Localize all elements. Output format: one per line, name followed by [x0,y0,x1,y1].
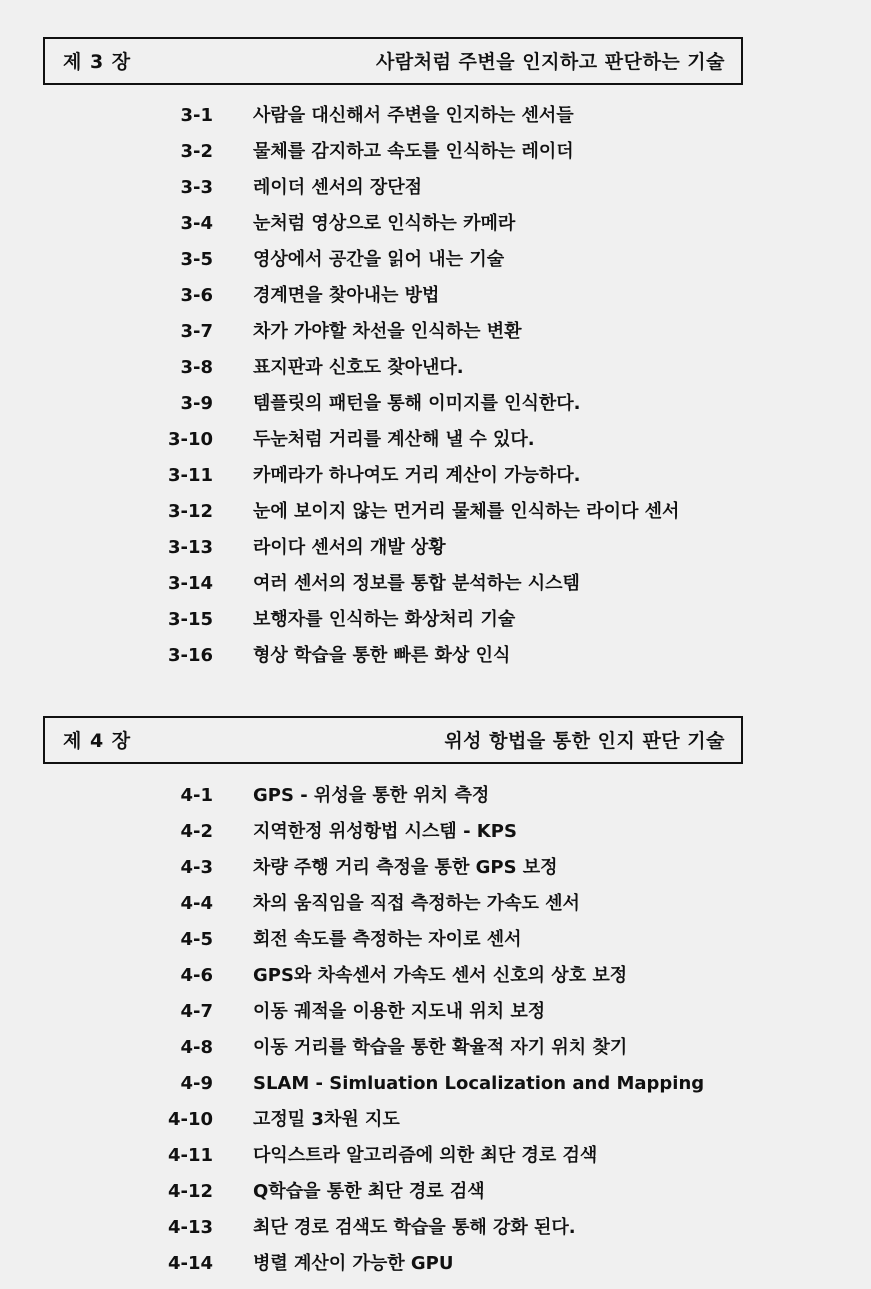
toc-entry-number: 3-8 [180,357,213,378]
toc-entry [0,458,871,494]
toc-entry [0,994,871,1030]
chapter-4-title: 위성 항법을 통한 인지 판단 기술 [444,730,725,752]
toc-entry-number: 4-13 [167,1217,213,1238]
toc-entry [0,206,871,242]
toc-entry [0,314,871,350]
toc-entry-title: 카메라가 하나여도 거리 계산이 가능하다. [253,465,581,486]
toc-entry-title: SLAM - Simluation Localization and Mapping [253,1073,705,1094]
toc-entry [0,350,871,386]
toc-entry-number: 3-12 [167,501,213,522]
toc-entry [0,814,871,850]
toc-entry-number: 3-3 [180,177,213,198]
toc-entry-number: 4-8 [180,1037,213,1058]
toc-entry-number: 4-10 [167,1109,213,1130]
toc-entry-title: 다익스트라 알고리즘에 의한 최단 경로 검색 [253,1145,598,1166]
toc-entry-number: 4-11 [167,1145,213,1166]
toc-entry [0,494,871,530]
toc-entry-title: Q학습을 통한 최단 경로 검색 [253,1181,485,1202]
toc-entry-number: 3-7 [180,321,213,342]
toc-entry [0,242,871,278]
toc-entry-title: 이동 거리를 학습을 통한 확율적 자기 위치 찾기 [253,1037,628,1058]
toc-entry-number: 3-10 [167,429,213,450]
toc-entry [0,958,871,994]
toc-entry-title: 사람을 대신해서 주변을 인지하는 센서들 [253,105,574,126]
toc-entry-number: 3-4 [180,213,213,234]
toc-entry-number: 4-6 [180,965,213,986]
toc-entry-number: 4-9 [180,1073,213,1094]
toc-entry [0,850,871,886]
toc-entry-number: 3-6 [180,285,213,306]
toc-entry-title: 템플릿의 패턴을 통해 이미지를 인식한다. [253,393,581,414]
chapter-3-header [43,37,743,85]
toc-entry-title: 회전 속도를 측정하는 자이로 센서 [253,929,522,950]
toc-entry-number: 3-14 [167,573,213,594]
toc-entry [0,1102,871,1138]
toc-entry-title: 이동 궤적을 이용한 지도내 위치 보정 [253,1001,546,1022]
toc-entry [0,566,871,602]
toc-entry [0,1210,871,1246]
toc-entry-title: 눈처럼 영상으로 인식하는 카메라 [253,213,516,234]
toc-entry-title: 경계면을 찾아내는 방법 [253,285,440,306]
toc-entry-number: 4-4 [180,893,213,914]
toc-entry-title: 최단 경로 검색도 학습을 통해 강화 된다. [253,1217,576,1238]
toc-entry-title: 병렬 계산이 가능한 GPU [253,1253,454,1274]
toc-entry-title: 지역한정 위성항법 시스템 - KPS [253,821,517,842]
toc-entry-title: GPS와 차속센서 가속도 센서 신호의 상호 보정 [253,965,628,986]
toc-entry [0,886,871,922]
toc-entry-number: 3-16 [167,645,213,666]
chapter-4-toc [0,778,871,1282]
toc-entry [0,386,871,422]
toc-entry-number: 3-5 [180,249,213,270]
toc-entry-title: 차의 움직임을 직접 측정하는 가속도 센서 [253,893,580,914]
chapter-4-label: 제 4 장 [63,730,132,752]
toc-entry [0,1030,871,1066]
toc-entry [0,98,871,134]
toc-entry [0,922,871,958]
toc-entry-number: 4-5 [180,929,213,950]
toc-entry-number: 3-13 [167,537,213,558]
toc-entry-title: GPS - 위성을 통한 위치 측정 [253,785,490,806]
toc-entry-title: 라이다 센서의 개발 상황 [253,537,446,558]
toc-entry [0,170,871,206]
toc-entry-title: 레이더 센서의 장단점 [253,177,423,198]
toc-entry [0,278,871,314]
toc-entry-title: 두눈처럼 거리를 계산해 낼 수 있다. [253,429,535,450]
toc-entry [0,602,871,638]
toc-entry-title: 여러 센서의 정보를 통합 분석하는 시스템 [253,573,580,594]
toc-entry-title: 고정밀 3차원 지도 [253,1109,400,1130]
toc-entry-title: 눈에 보이지 않는 먼거리 물체를 인식하는 라이다 센서 [253,501,680,522]
toc-entry-number: 4-1 [180,785,213,806]
toc-entry-number: 3-9 [180,393,213,414]
toc-entry [0,1174,871,1210]
toc-entry [0,778,871,814]
chapter-3-title: 사람처럼 주변을 인지하고 판단하는 기술 [376,51,725,73]
chapter-3-toc [0,98,871,674]
toc-entry-number: 3-11 [167,465,213,486]
toc-entry-title: 차가 가야할 차선을 인식하는 변환 [253,321,522,342]
toc-entry [0,1066,871,1102]
toc-entry-number: 3-2 [180,141,213,162]
toc-entry-title: 영상에서 공간을 읽어 내는 기술 [253,249,505,270]
toc-entry [0,638,871,674]
toc-entry-number: 3-1 [180,105,213,126]
toc-entry-title: 차량 주행 거리 측정을 통한 GPS 보정 [253,857,558,878]
toc-entry [0,1246,871,1282]
toc-entry-number: 4-2 [180,821,213,842]
toc-entry-number: 4-12 [167,1181,213,1202]
toc-entry-title: 보행자를 인식하는 화상처리 기술 [253,609,516,630]
toc-entry [0,530,871,566]
toc-entry [0,1138,871,1174]
toc-entry [0,422,871,458]
chapter-4-header [43,716,743,764]
toc-entry-title: 물체를 감지하고 속도를 인식하는 레이더 [253,141,574,162]
toc-entry-title: 형상 학습을 통한 빠른 화상 인식 [253,645,511,666]
toc-entry-number: 3-15 [167,609,213,630]
toc-entry-number: 4-3 [180,857,213,878]
toc-entry-number: 4-7 [180,1001,213,1022]
toc-entry-title: 표지판과 신호도 찾아낸다. [253,357,464,378]
toc-entry-number: 4-14 [167,1253,213,1274]
toc-entry [0,134,871,170]
chapter-3-label: 제 3 장 [63,51,132,73]
